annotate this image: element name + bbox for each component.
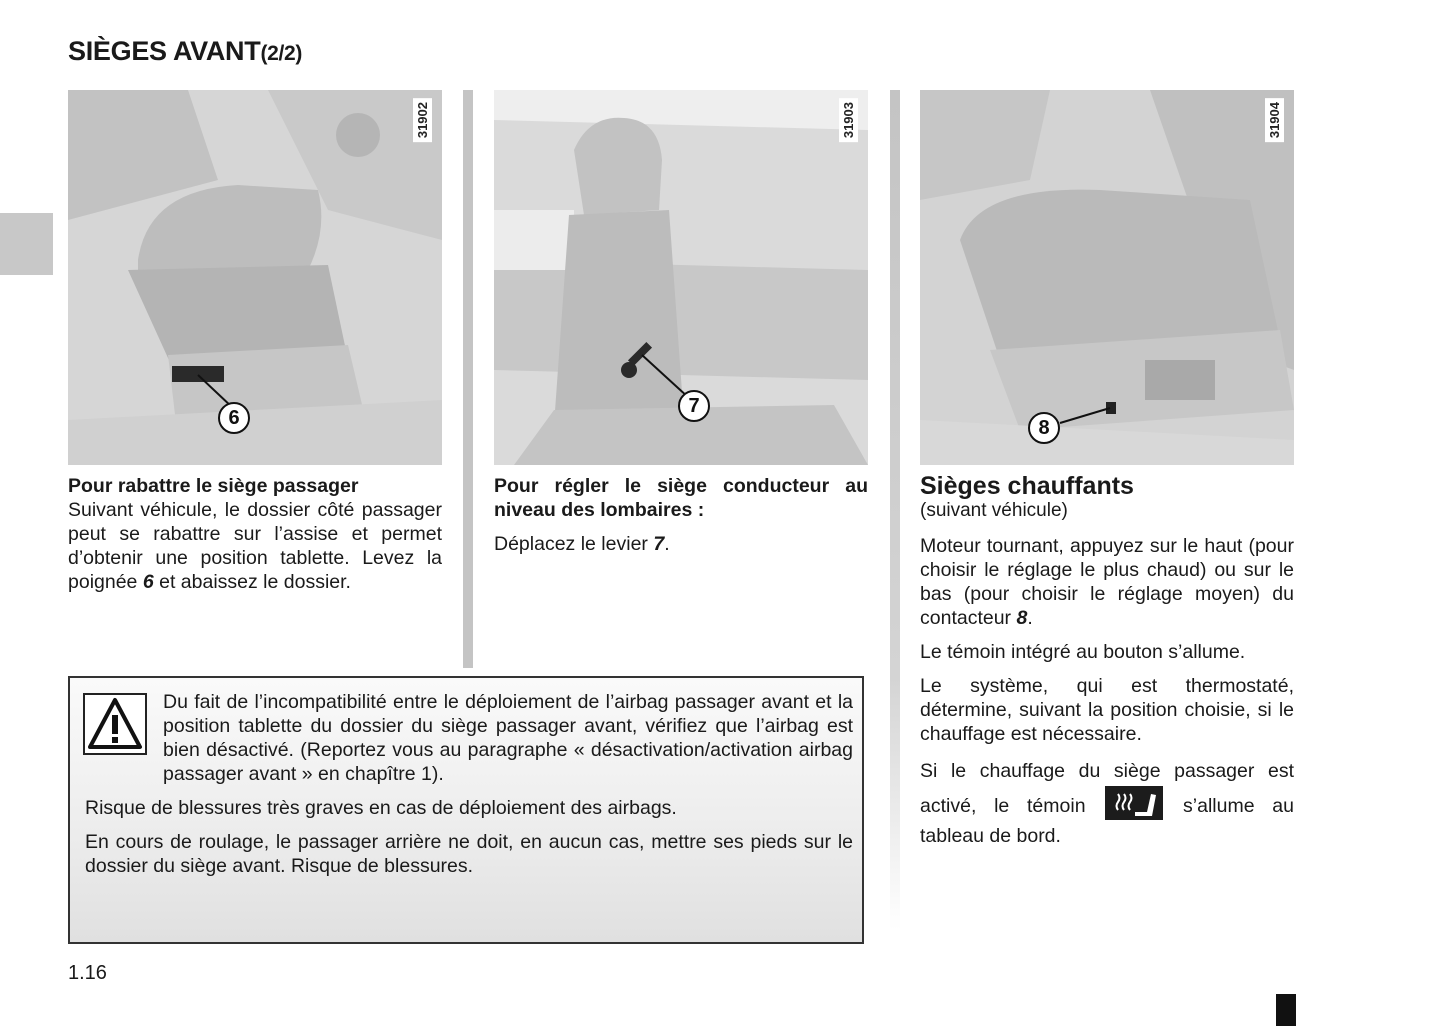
reference-number: 7 [653,533,665,555]
paragraph [494,532,868,556]
section-heading: Pour rabattre le siège passager [68,475,359,497]
page-edge-marker [1276,994,1296,1026]
text-fragment: Moteur tournant, appuyez sur le haut (pour choisir le réglage le plus chaud) ou sur le bas (pour choisir le réglage moyen) du contacteur [920,535,1294,629]
column-3-text [920,472,1294,851]
column-2-text [494,474,868,556]
column-divider [890,90,900,930]
paragraph [68,498,442,594]
photo-code: 31903 [839,98,858,142]
reference-number: 6 [142,571,154,593]
callout-8: 8 [1028,412,1060,444]
warning-box [68,676,864,944]
section-heading: Sièges chauffants [920,472,1134,500]
section-subheading: (suivant véhicule) [920,500,1068,521]
page-number: 1.16 [68,962,107,984]
callout-7: 7 [678,390,710,422]
warning-triangle-icon [83,693,147,755]
callout-6: 6 [218,402,250,434]
seat-illustration [68,90,442,465]
paragraph: Le témoin intégré au bouton s’allume. [920,641,1246,663]
warning-paragraph: Risque de blessures très graves en cas de déploiement des airbags. [85,797,677,819]
photo-code: 31904 [1265,98,1284,142]
text-fragment: Si le chauffage du siège passager est activé, le témoin [920,760,1294,817]
paragraph [920,756,1294,851]
warning-paragraph: En cours de roulage, le passager arrière ne doit, en aucun cas, mettre ses pieds sur le dossier du siège avant. Risque de blessures. [85,831,853,877]
seat-illustration [920,90,1294,465]
text-fragment: s’allume au tableau de bord. [920,795,1295,847]
text-fragment: . [1027,607,1033,629]
text-fragment: et abaissez le dossier. [153,571,351,593]
photo-heated-seat-switch [920,90,1294,465]
photo-code: 31902 [413,98,432,142]
reference-number: 8 [1016,607,1028,629]
heated-seat-icon [1105,786,1163,820]
text-fragment: . [664,533,670,555]
photo-lumbar-lever [494,90,868,465]
title-text: SIÈGES AVANT [68,36,261,66]
title-suffix: (2/2) [260,42,303,65]
chapter-tab [0,213,53,275]
warning-paragraph: Du fait de l’incompatibilité entre le déploiement de l’airbag passager avant et la position tablette du dossier du siège passager avant, vérifiez que l’airbag est bien désactivé. (Reportez vous au paragraphe « désactivation/activation airbag passager avant » en chapître 1). [163,691,853,785]
paragraph: Le système, qui est thermostaté, détermine, suivant la position choisie, si le chauffage est nécessaire. [920,675,1294,745]
text-fragment: Suivant véhicule, le dossier côté passager peut se rabattre sur l’assise et permet d’obtenir une position tablette. Levez la poignée [68,499,442,593]
paragraph [920,534,1294,630]
section-heading: Pour régler le siège conducteur au niveau des lombaires : [494,475,868,521]
page-title [68,36,302,67]
text-fragment: Déplacez le levier [494,533,654,555]
column-divider [463,90,473,668]
column-1-text [68,474,442,594]
photo-folding-seat [68,90,442,465]
